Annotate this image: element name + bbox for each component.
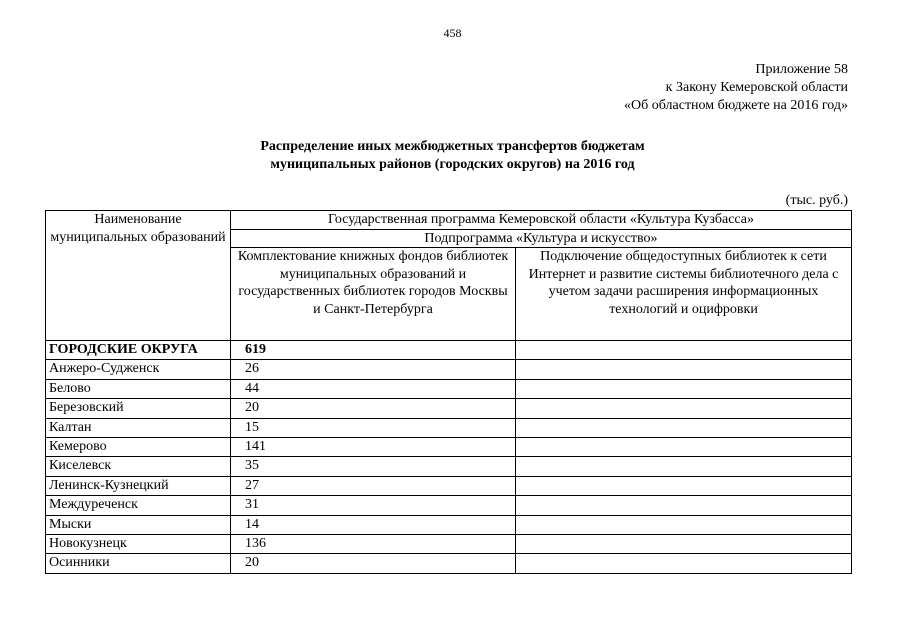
col-name-header: Наименование муниципальных образований (46, 211, 231, 341)
row-name-cell: Мыски (46, 515, 231, 534)
row-name-cell: Белово (46, 379, 231, 398)
row-name-cell: Анжеро-Судженск (46, 360, 231, 379)
row-name-cell: Калтан (46, 418, 231, 437)
appendix-line-2: к Закону Кемеровской области (665, 80, 848, 95)
appendix-block (624, 61, 848, 115)
row-value-col1: 20 (231, 554, 516, 573)
row-value-col2 (516, 457, 852, 476)
table-row (46, 341, 852, 360)
row-value-col1: 26 (231, 360, 516, 379)
row-value-col2 (516, 554, 852, 573)
program-header: Государственная программа Кемеровской области «Культура Кузбасса» (231, 211, 852, 230)
row-name-cell: Новокузнецк (46, 535, 231, 554)
row-value-col2 (516, 535, 852, 554)
title-line-1: Распределение иных межбюджетных трансфертов бюджетам (260, 139, 645, 154)
table-row (46, 515, 852, 534)
units-label: (тыс. руб.) (785, 193, 848, 208)
col1-header: Комплектование книжных фондов библиотек муниципальных образований и государственных библиотек городов Москвы и Санкт-Петербурга (231, 248, 516, 341)
row-name-cell: Березовский (46, 399, 231, 418)
row-value-col1: 136 (231, 535, 516, 554)
row-value-col1: 619 (231, 341, 516, 360)
title-line-2: муниципальных районов (городских округов) на 2016 год (270, 157, 635, 172)
col2-header: Подключение общедоступных библиотек к сети Интернет и развитие системы библиотечного дела с учетом задачи расширения информационных технологий и оцифровки (516, 248, 852, 341)
row-value-col1: 141 (231, 438, 516, 457)
row-value-col1: 14 (231, 515, 516, 534)
table-row (46, 360, 852, 379)
row-value-col2 (516, 360, 852, 379)
transfers-table (45, 210, 852, 574)
row-value-col1: 35 (231, 457, 516, 476)
table-row (46, 476, 852, 495)
row-value-col1: 44 (231, 379, 516, 398)
row-value-col2 (516, 399, 852, 418)
appendix-line-3: «Об областном бюджете на 2016 год» (624, 98, 848, 113)
row-name-cell: Киселевск (46, 457, 231, 476)
document-title (0, 138, 905, 174)
row-value-col2 (516, 418, 852, 437)
table-row (46, 438, 852, 457)
row-value-col2 (516, 496, 852, 515)
row-value-col2 (516, 476, 852, 495)
row-name-cell: Ленинск-Кузнецкий (46, 476, 231, 495)
table-row (46, 496, 852, 515)
row-value-col2 (516, 341, 852, 360)
row-name-cell: Осинники (46, 554, 231, 573)
row-value-col1: 15 (231, 418, 516, 437)
row-name-cell: Междуреченск (46, 496, 231, 515)
table-row (46, 554, 852, 573)
subprogram-header: Подпрограмма «Культура и искусство» (231, 229, 852, 248)
table-row (46, 457, 852, 476)
header-row-program (46, 211, 852, 230)
row-name-cell: Кемерово (46, 438, 231, 457)
page-number: 458 (443, 26, 462, 40)
row-name-cell: ГОРОДСКИЕ ОКРУГА (46, 341, 231, 360)
row-value-col2 (516, 515, 852, 534)
row-value-col2 (516, 379, 852, 398)
row-value-col2 (516, 438, 852, 457)
table-row (46, 379, 852, 398)
table-row (46, 418, 852, 437)
table-row (46, 399, 852, 418)
appendix-line-1: Приложение 58 (755, 62, 848, 77)
row-value-col1: 31 (231, 496, 516, 515)
row-value-col1: 20 (231, 399, 516, 418)
table-body (46, 211, 852, 574)
table-row (46, 535, 852, 554)
row-value-col1: 27 (231, 476, 516, 495)
